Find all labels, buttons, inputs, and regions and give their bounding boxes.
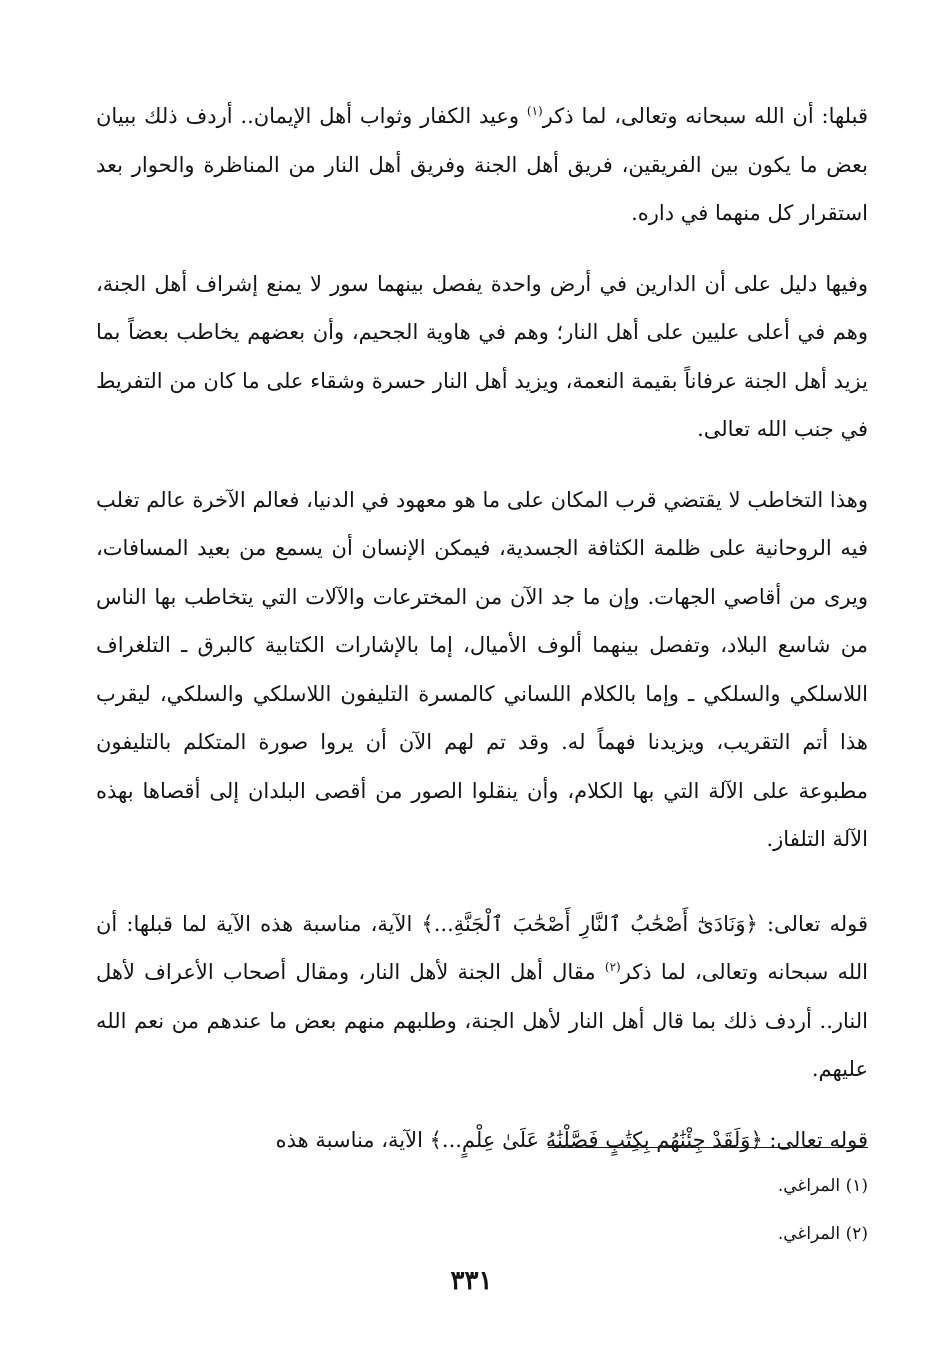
footnote-number: (١): [845, 1176, 868, 1196]
paragraph-1: قبلها: أن الله سبحانه وتعالى، لما ذكر$^{(١)}$ وعيد الكفار وثواب أهل الإيمان.. أردف ذلك ببيان بعض ما يكون بين الفريقين، فريق أهل الجنة وفريق أهل النار من المناظرة والحوار بعد استقرار كل منهما في داره.: [96, 104, 868, 225]
page-number: ٣٣١: [450, 1266, 493, 1296]
footnote-ref-2: (٢): [604, 960, 621, 974]
footnote-divider: [548, 1147, 868, 1148]
footnote-1: [96, 1162, 868, 1210]
footnote-number: (٢): [845, 1224, 868, 1244]
footnotes: [96, 1162, 868, 1258]
footnote-text: المراغي.: [777, 1176, 841, 1196]
footnote-ref-1: (١): [526, 104, 543, 118]
footnote-2: [96, 1210, 868, 1258]
paragraph-4: قوله تعالى: ﴿وَنَادَىٰٓ أَصْحَٰبُ ٱلنَّارِ أَصْحَٰبَ ٱلْجَنَّةِ...﴾ الآية، مناسبة هذه الآية لما قبلها: أن الله سبحانه وتعالى، لما ذكر$^{(٢)}$ مقال أهل الجنة لأهل النار، ومقال أصحاب الأعراف لأهل النار.. أردف ذلك بما قال أهل النار لأهل الجنة، وطلبهم منهم بعض ما عندهم من نعم الله عليهم.: [96, 911, 868, 1081]
paragraph-2: وفيها دليل على أن الدارين في أرض واحدة يفصل بينهما سور لا يمنع إشراف أهل الجنة، وهم في أعلى عليين على أهل النار؛ وهم في هاوية الجحيم، وأن بعضهم يخاطب بعضاً بما يزيد أهل الجنة عرفاناً بقيمة النعمة، ويزيد أهل النار حسرة وشقاء على ما كان من التفريط في جنب الله تعالى.: [96, 271, 868, 441]
body-text: [96, 92, 868, 1164]
footnote-text: المراغي.: [777, 1224, 841, 1244]
paragraph-5: قوله تعالى: ﴿وَلَقَدْ جِئْنَٰهُم بِكِتَٰبٍ فَصَّلْنَٰهُ عَلَىٰ عِلْمٍ...﴾ الآية، مناسبة هذه: [275, 1127, 868, 1152]
paragraph-3: وهذا التخاطب لا يقتضي قرب المكان على ما هو معهود في الدنيا، فعالم الآخرة عالم تغلب فيه الروحانية على ظلمة الكثافة الجسدية، فيمكن الإنسان أن يسمع من بعيد المسافات، ويرى من أقاصي الجهات. وإن ما جد الآن من المخترعات والآلات التي يتخاطب بها الناس من شاسع البلاد، وتفصل بينهما ألوف الأميال، إما بالإشارات الكتابية كالبرق ـ التلغراف اللاسلكي والسلكي ـ وإما بالكلام اللساني كالمسرة التليفون اللاسلكي والسلكي، ليقرب هذا أتم التقريب، ويزيدنا فهماً له. وقد تم لهم الآن أن يروا صورة المتكلم بالتليفون مطبوعة على الآلة التي بها الكلام، وأن ينقلوا الصور من أقصى البلدان إلى أقصاها بهذه الآلة التلفاز.: [96, 487, 868, 851]
